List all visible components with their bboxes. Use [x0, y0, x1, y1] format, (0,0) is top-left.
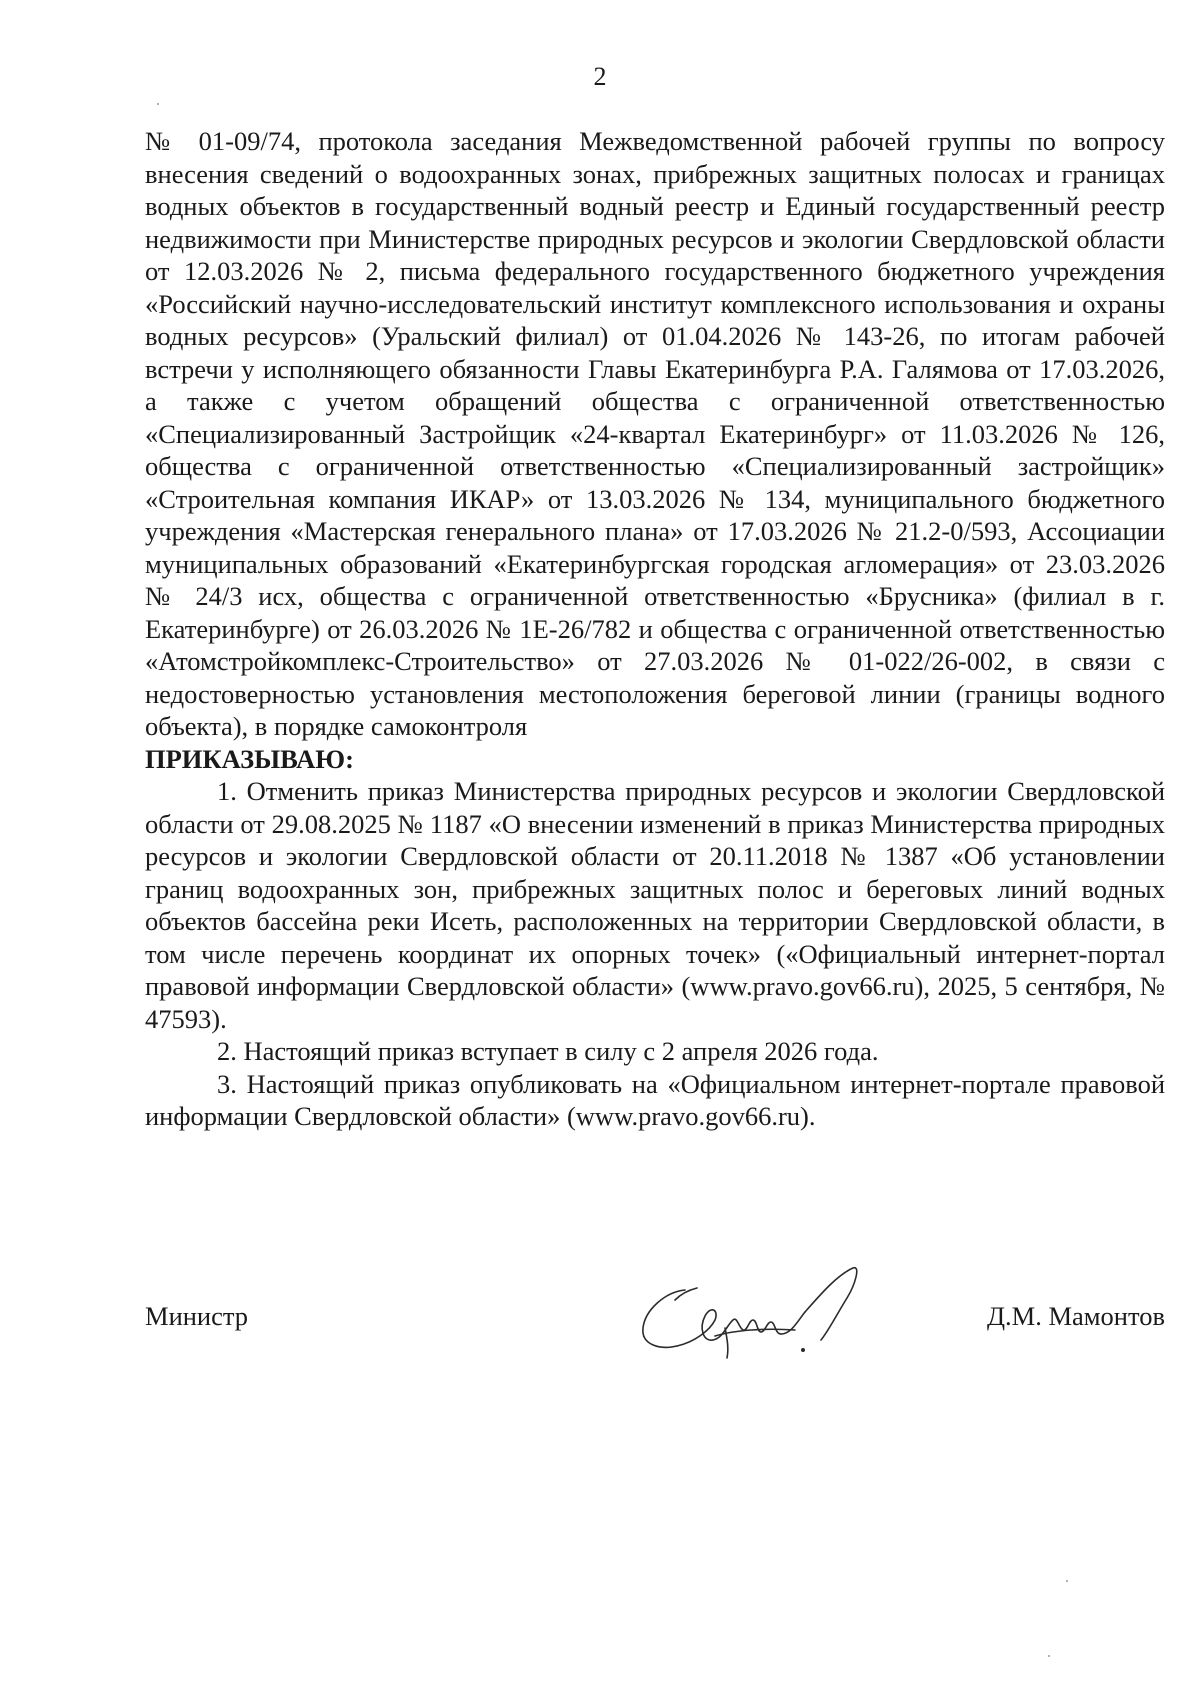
- order-item-2: [145, 1035, 1165, 1068]
- scan-speck: [1066, 1580, 1068, 1582]
- order-item-2-text: Настоящий приказ вступает в силу с 2 апреля 2026 года.: [243, 1036, 879, 1066]
- signature-block: [145, 1270, 1165, 1380]
- scan-speck: [1048, 1655, 1050, 1657]
- document-body: [145, 125, 1165, 1133]
- handwritten-signature-icon: [615, 1250, 875, 1370]
- order-item-1-text: Отменить приказ Министерства природных ресурсов и экологии Свердловской области от 29.08.2025 № 1187 «О внесении изменений в приказ Министерства природных ресурсов и экологии Свердловской области от 20.11.2018 № 1387 «Об установлении границ водоохранных зон, прибрежных защитных полос и береговых линий водных объектов бассейна реки Исеть, расположенных на территории Свердловской области, в том числе перечень координат их опорных точек» («Официальный интернет-портал правовой информации Свердловской области» (www.pravo.gov66.ru), 2025, 5 сентября, № 47593).: [145, 776, 1165, 1034]
- order-item-2-number: 2.: [217, 1036, 237, 1066]
- order-item-1-number: 1.: [217, 776, 237, 806]
- scan-speck: [157, 103, 159, 105]
- order-item-1: [145, 775, 1165, 1035]
- signer-position: Министр: [145, 1301, 249, 1331]
- order-item-3: [145, 1068, 1165, 1133]
- page-number: 2: [593, 62, 607, 91]
- intro-paragraph: № 01-09/74, протокола заседания Межведомственной рабочей группы по вопросу внесения сведений о водоохранных зонах, прибрежных защитных полосах и границах водных объектов в государственный водный реестр и Единый государственный реестр недвижимости при Министерстве природных ресурсов и экологии Свердловской области от 12.03.2026 № 2, письма федерального государственного бюджетного учреждения «Российский научно-исследовательский институт комплексного использования и охраны водных ресурсов» (Уральский филиал) от 01.04.2026 № 143-26, по итогам рабочей встречи у исполняющего обязанности Главы Екатеринбурга Р.А. Галямова от 17.03.2026, а также с учетом обращений общества с ограниченной ответственностью «Специализированный Застройщик «24-квартал Екатеринбург» от 11.03.2026 № 126, общества с ограниченной ответственностью «Специализированный застройщик» «Строительная компания ИКАР» от 13.03.2026 № 134, муниципального бюджетного учреждения «Мастерская генерального плана» от 17.03.2026 № 21.2-0/593, Ассоциации муниципальных образований «Екатеринбургская городская агломерация» от 23.03.2026 № 24/3 исх, общества с ограниченной ответственностью «Брусника» (филиал в г. Екатеринбурге) от 26.03.2026 № 1Е-26/782 и общества с ограниченной ответственностью «Атомстройкомплекс-Строительство» от 27.03.2026 № 01-022/26-002, в связи с недостоверностью установления местоположения береговой линии (границы водного объекта), в порядке самоконтроля: [145, 126, 1165, 741]
- decree-heading: ПРИКАЗЫВАЮ:: [145, 743, 354, 774]
- signer-name: Д.М. Мамонтов: [986, 1301, 1165, 1331]
- order-item-3-number: 3.: [217, 1068, 237, 1099]
- order-item-3-text: Настоящий приказ опубликовать на «Официальном интернет-портале правовой информации Свердловской области» (www.pravo.gov66.ru).: [145, 1068, 1165, 1131]
